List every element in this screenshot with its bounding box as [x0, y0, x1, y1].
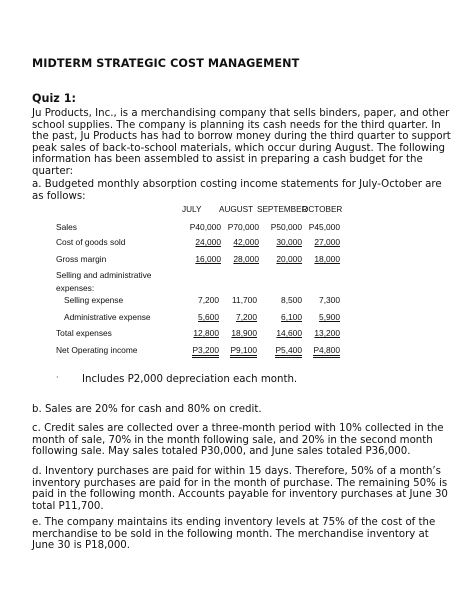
cell-wrap [262, 345, 302, 355]
item-a: a. Budgeted monthly absorption costing income statements for July-October are as follows: [32, 179, 442, 202]
cell: P4,800 [313, 345, 340, 358]
cell: 12,800 [193, 328, 219, 338]
item-e: e. The company maintains its ending inventory levels at 75% of the cost of the merchandise to be sold in the following month. The merchandise inventory at June 30 is P18,000. [32, 517, 436, 552]
cell: P45,000 [308, 222, 340, 232]
cell: P40,000 [189, 222, 221, 232]
item-c: c. Credit sales are collected over a three-month period with 10% collected in the month of sale, 70% in the month following sale, and 20% in the second month following sale. May sales totaled P30,000, and June sales totaled P36,000. [32, 423, 444, 458]
cell: 16,000 [195, 254, 221, 264]
intro-paragraph: Ju Products, Inc., is a merchandising company that sells binders, paper, and other school supplies. The company is planning its cash needs for the third quarter. In the past, Ju Products has had to borrow money during the third quarter to support peak sales of back-to-school materials, which occur during August. The following information has been assembled to assist in preparing a cash budget for the quarter: [32, 108, 451, 177]
row-label: Administrative expense [64, 312, 151, 322]
header-august: AUGUST [219, 205, 254, 214]
cell: 42,000 [233, 237, 259, 247]
cell: 6,100 [281, 312, 302, 322]
header-october: OCTOBER [302, 205, 343, 214]
cell: 8,500 [281, 295, 302, 305]
cell: 7,200 [198, 295, 219, 305]
row-label: Sales [56, 222, 77, 232]
cell: P70,000 [227, 222, 259, 232]
header-september: SEPTEMBER [257, 205, 308, 214]
cell: 30,000 [276, 237, 302, 247]
row-label: Total expenses [56, 328, 112, 338]
row-label: expenses: [56, 283, 95, 293]
cell: 24,000 [195, 237, 221, 247]
cell: 27,000 [314, 237, 340, 247]
document-title: MIDTERM STRATEGIC COST MANAGEMENT [32, 57, 300, 70]
cell: 7,300 [319, 295, 340, 305]
cell: 14,600 [276, 328, 302, 338]
item-d: d. Inventory purchases are paid for within 15 days. Therefore, 50% of a month’s inventory purchases are paid for in the month of purchase. The remaining 50% is paid in the following month. Accounts payable for inventory purchases at June 30 total P11,700. [32, 466, 448, 512]
row-label: Gross margin [56, 254, 107, 264]
row-label: Cost of goods sold [56, 237, 126, 247]
note-bullet: · [56, 373, 59, 382]
cell-wrap [179, 345, 219, 355]
header-july: JULY [182, 205, 202, 214]
row-label: Net Operating income [56, 345, 138, 355]
item-b: b. Sales are 20% for cash and 80% on credit. [32, 404, 262, 415]
cell: 20,000 [276, 254, 302, 264]
cell: P5,400 [275, 345, 302, 358]
row-label: Selling and administrative [56, 270, 152, 280]
cell: 18,900 [231, 328, 257, 338]
cell: P50,000 [270, 222, 302, 232]
cell-wrap [300, 345, 340, 355]
cell: 5,600 [198, 312, 219, 322]
cell: 7,200 [236, 312, 257, 322]
note-text: Includes P2,000 depreciation each month. [82, 374, 298, 385]
cell: 28,000 [233, 254, 259, 264]
cell: P3,200 [192, 345, 219, 358]
row-label: Selling expense [64, 295, 124, 305]
cell: 13,200 [314, 328, 340, 338]
cell: 18,000 [314, 254, 340, 264]
cell: 5,900 [319, 312, 340, 322]
cell-wrap [217, 345, 257, 355]
cell: 11,700 [232, 295, 257, 305]
quiz-heading: Quiz 1: [32, 92, 76, 105]
cell: P9,100 [230, 345, 257, 358]
